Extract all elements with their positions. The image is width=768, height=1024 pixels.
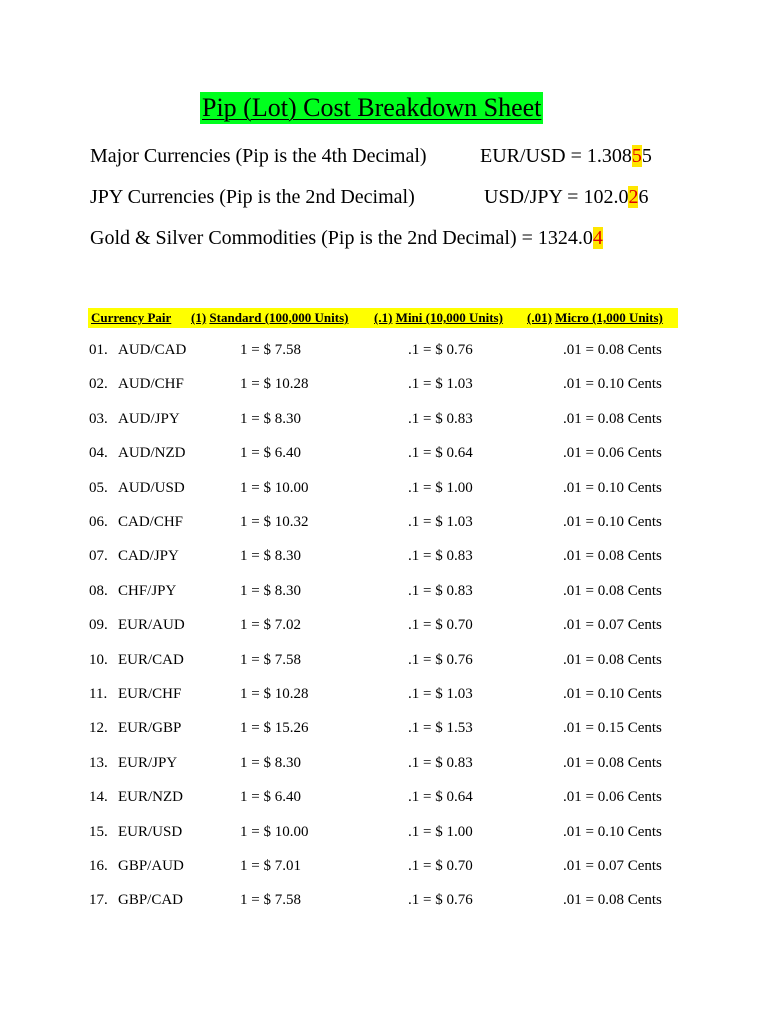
cell-micro: .01 = 0.06 Cents	[563, 445, 662, 461]
cell-num: 14.	[89, 789, 108, 805]
info-line-commodities	[90, 225, 603, 251]
cell-pair: CAD/CHF	[118, 514, 184, 530]
cell-micro: .01 = 0.08 Cents	[563, 652, 662, 668]
cell-pair: GBP/AUD	[118, 858, 184, 874]
cell-pair: EUR/GBP	[118, 720, 182, 736]
pip-digit-highlight: 5	[631, 145, 642, 167]
cell-pair: GBP/CAD	[118, 892, 184, 908]
table-row	[0, 821, 768, 843]
cell-pair: EUR/CAD	[118, 652, 184, 668]
cell-mini: .1 = $ 0.64	[408, 445, 473, 461]
cell-standard: 1 = $ 10.00	[240, 824, 309, 840]
cell-pair: AUD/NZD	[118, 445, 186, 461]
cell-micro: .01 = 0.08 Cents	[563, 411, 662, 427]
table-row	[0, 752, 768, 774]
table-row	[0, 649, 768, 671]
cell-standard: 1 = $ 7.58	[240, 342, 301, 358]
cell-num: 05.	[89, 480, 108, 496]
table-row	[0, 339, 768, 361]
cell-micro: .01 = 0.07 Cents	[563, 858, 662, 874]
cell-num: 10.	[89, 652, 108, 668]
cell-standard: 1 = $ 7.58	[240, 892, 301, 908]
cell-num: 04.	[89, 445, 108, 461]
cell-pair: AUD/USD	[118, 480, 185, 496]
table-row	[0, 580, 768, 602]
page-title: Pip (Lot) Cost Breakdown Sheet	[202, 93, 542, 122]
cell-micro: .01 = 0.06 Cents	[563, 789, 662, 805]
cell-pair: AUD/JPY	[118, 411, 180, 427]
cell-standard: 1 = $ 10.32	[240, 514, 309, 530]
cell-mini: .1 = $ 0.64	[408, 789, 473, 805]
cell-mini: .1 = $ 1.03	[408, 376, 473, 392]
table-row	[0, 408, 768, 430]
cell-mini: .1 = $ 0.70	[408, 617, 473, 633]
info-label: Gold & Silver Commodities (Pip is the 2nd Decimal) = 1324.0	[90, 227, 593, 249]
table-row	[0, 373, 768, 395]
cell-num: 02.	[89, 376, 108, 392]
cell-mini: .1 = $ 1.03	[408, 686, 473, 702]
cell-micro: .01 = 0.10 Cents	[563, 480, 662, 496]
info-line-jpy	[90, 184, 649, 210]
info-line-major	[90, 143, 652, 169]
cell-standard: 1 = $ 10.28	[240, 686, 309, 702]
info-value: EUR/USD = 1.30855	[480, 145, 652, 167]
cell-num: 15.	[89, 824, 108, 840]
cell-num: 13.	[89, 755, 108, 771]
info-value: USD/JPY = 102.026	[484, 186, 649, 208]
cell-pair: AUD/CHF	[118, 376, 184, 392]
cell-micro: .01 = 0.07 Cents	[563, 617, 662, 633]
cell-mini: .1 = $ 0.70	[408, 858, 473, 874]
header-currency-pair: Currency Pair	[91, 310, 172, 325]
info-label: JPY Currencies (Pip is the 2nd Decimal)	[90, 186, 415, 208]
table-row	[0, 442, 768, 464]
cell-pair: EUR/NZD	[118, 789, 183, 805]
header-mini: (.1) Mini (10,000 Units)	[374, 310, 503, 325]
cell-standard: 1 = $ 8.30	[240, 583, 301, 599]
cell-micro: .01 = 0.15 Cents	[563, 720, 662, 736]
cell-micro: .01 = 0.08 Cents	[563, 583, 662, 599]
cell-mini: .1 = $ 1.03	[408, 514, 473, 530]
cell-mini: .1 = $ 0.83	[408, 411, 473, 427]
cell-micro: .01 = 0.10 Cents	[563, 686, 662, 702]
cell-num: 08.	[89, 583, 108, 599]
cell-mini: .1 = $ 1.53	[408, 720, 473, 736]
cell-num: 17.	[89, 892, 108, 908]
cell-standard: 1 = $ 10.00	[240, 480, 309, 496]
cell-mini: .1 = $ 1.00	[408, 480, 473, 496]
table-row	[0, 889, 768, 911]
cell-num: 07.	[89, 548, 108, 564]
cell-num: 06.	[89, 514, 108, 530]
cell-micro: .01 = 0.08 Cents	[563, 548, 662, 564]
table-row	[0, 786, 768, 808]
header-micro: (.01) Micro (1,000 Units)	[527, 310, 663, 325]
cell-num: 03.	[89, 411, 108, 427]
cell-pair: CHF/JPY	[118, 583, 177, 599]
cell-mini: .1 = $ 0.83	[408, 755, 473, 771]
table-row	[0, 614, 768, 636]
cell-standard: 1 = $ 6.40	[240, 445, 301, 461]
cell-pair: CAD/JPY	[118, 548, 179, 564]
cell-mini: .1 = $ 0.76	[408, 342, 473, 358]
cell-pair: EUR/CHF	[118, 686, 182, 702]
cell-mini: .1 = $ 0.76	[408, 892, 473, 908]
cell-standard: 1 = $ 7.58	[240, 652, 301, 668]
cell-num: 09.	[89, 617, 108, 633]
cell-micro: .01 = 0.10 Cents	[563, 376, 662, 392]
cell-standard: 1 = $ 8.30	[240, 755, 301, 771]
table-row	[0, 855, 768, 877]
cell-micro: .01 = 0.08 Cents	[563, 892, 662, 908]
cell-standard: 1 = $ 7.02	[240, 617, 301, 633]
cell-standard: 1 = $ 15.26	[240, 720, 309, 736]
cell-standard: 1 = $ 7.01	[240, 858, 301, 874]
table-row	[0, 683, 768, 705]
cell-mini: .1 = $ 1.00	[408, 824, 473, 840]
cell-micro: .01 = 0.10 Cents	[563, 514, 662, 530]
pip-digit-highlight: 4	[592, 227, 603, 249]
cell-micro: .01 = 0.10 Cents	[563, 824, 662, 840]
cell-pair: EUR/USD	[118, 824, 183, 840]
cell-standard: 1 = $ 10.28	[240, 376, 309, 392]
cell-mini: .1 = $ 0.76	[408, 652, 473, 668]
cell-mini: .1 = $ 0.83	[408, 583, 473, 599]
table-row	[0, 511, 768, 533]
cell-standard: 1 = $ 6.40	[240, 789, 301, 805]
cell-mini: .1 = $ 0.83	[408, 548, 473, 564]
cell-pair: AUD/CAD	[118, 342, 187, 358]
cell-standard: 1 = $ 8.30	[240, 411, 301, 427]
cell-num: 16.	[89, 858, 108, 874]
pip-digit-highlight: 2	[628, 186, 639, 208]
cell-num: 12.	[89, 720, 108, 736]
cell-standard: 1 = $ 8.30	[240, 548, 301, 564]
cell-pair: EUR/JPY	[118, 755, 178, 771]
table-row	[0, 477, 768, 499]
cell-pair: EUR/AUD	[118, 617, 185, 633]
info-label: Major Currencies (Pip is the 4th Decimal)	[90, 145, 427, 167]
table-row	[0, 717, 768, 739]
cell-num: 01.	[89, 342, 108, 358]
table-row	[0, 545, 768, 567]
cell-micro: .01 = 0.08 Cents	[563, 755, 662, 771]
header-standard: (1) Standard (100,000 Units)	[191, 310, 349, 325]
cell-micro: .01 = 0.08 Cents	[563, 342, 662, 358]
cell-num: 11.	[89, 686, 108, 702]
